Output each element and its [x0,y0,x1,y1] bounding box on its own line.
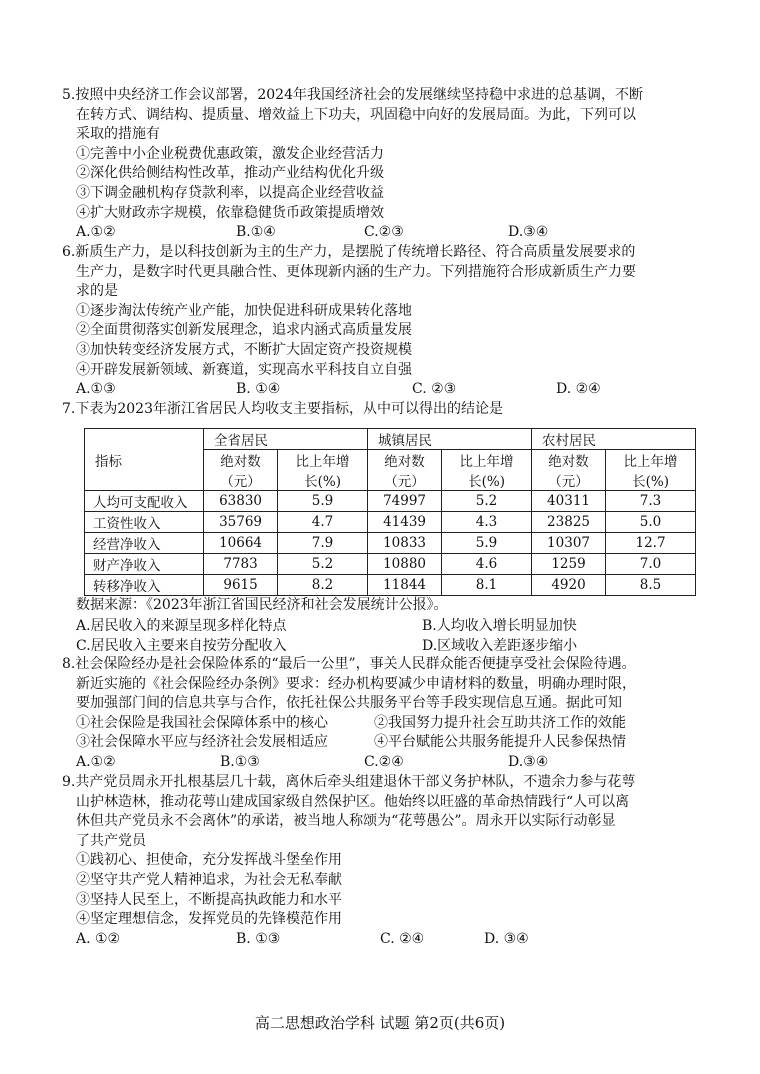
q8-items-row-2 [62,733,702,753]
row-label: 人均可支配收入 [85,491,204,512]
income-table [84,428,696,596]
page-footer: 高二思想政治学科 试题 第2页(共6页) [254,1014,506,1032]
q8-choice-d: D.③④ [508,753,549,770]
abs-unit: （元） [204,470,278,491]
table-row [85,575,696,596]
growth-header: 比上年增 [278,450,368,471]
q9-choice-b: B. ①③ [236,930,281,947]
growth-unit: 长(%) [606,470,696,491]
q5-stem-line-3: 采取的措施有 [76,126,160,143]
cell: 5.0 [606,512,696,533]
q8-stem-line-2: 新近实施的《社会保险经办条例》要求：经办机构要减少申请材料的数量，明确办理时限， [76,675,636,692]
cell: 7.0 [606,554,696,575]
q6-choices [62,380,702,400]
cell: 40311 [531,491,605,512]
q8-item-1: ①社会保险是我国社会保障体系中的核心 [76,714,328,731]
abs-header: 绝对数 [531,450,605,471]
q7-choice-d: D.区域收入差距逐步缩小 [422,638,578,654]
table-row [85,554,696,575]
q8-items-row-1 [62,714,702,734]
cell: 7.9 [278,533,368,554]
q6-item-2: ②全面贯彻落实创新发展理念，追求内涵式高质量发展 [76,322,412,339]
q7-choice-c: C.居民收入主要来自按劳分配收入 [76,638,287,654]
q6-item-3: ③加快转变经济发展方式，不断扩大固定资产投资规模 [76,341,412,358]
q6-choice-b: B. ①④ [236,381,281,398]
cell: 23825 [531,512,605,533]
q5-choice-d: D.③④ [508,224,549,241]
cell: 1259 [531,554,605,575]
q9-choice-c: C. ②④ [380,930,425,947]
q5-choice-b: B.①④ [236,224,276,241]
q9-stem-line-3: 休但共产党员永不会离休”的承诺，被当地人称颂为“花萼愚公”。周永开以实际行动彰显 [76,813,616,830]
row-label: 财产净收入 [85,554,204,575]
q8-item-2: ②我国努力提升社会互助共济工作的效能 [374,714,626,731]
q7-stem: 7.下表为2023年浙江省居民人均收支主要指标，从中可以得出的结论是 [62,401,503,417]
cell: 4.6 [442,554,532,575]
growth-header: 比上年增 [606,450,696,471]
cell: 4920 [531,575,605,596]
q6-item-4: ④开辟发展新领域、新赛道，实现高水平科技自立自强 [76,361,412,378]
cell: 10833 [367,533,441,554]
group-header-rural: 农村居民 [531,429,695,450]
q8-stem-line-1: 8.社会保险经办是社会保险体系的“最后一公里”，事关人民群众能否便捷享受社会保险待遇。 [62,656,636,672]
cell: 5.2 [442,491,532,512]
abs-header: 绝对数 [204,450,278,471]
cell: 8.2 [278,575,368,596]
q7-choice-b: B.人均收入增长明显加快 [422,618,577,634]
q6-stem-line-2: 生产力，是数字时代更具融合性、更体现新内涵的生产力。下列措施符合形成新质生产力要 [76,263,636,280]
cell: 41439 [367,512,441,533]
q9-item-3: ③坚持人民至上，不断提高执政能力和水平 [76,891,342,908]
table-row [85,512,696,533]
indicator-header: 指标 [85,429,204,491]
q6-choice-d: D. ②④ [556,381,601,398]
cell: 10307 [531,533,605,554]
row-label: 工资性收入 [85,512,204,533]
q5-item-1: ①完善中小企业税费优惠政策，激发企业经营活力 [76,145,384,162]
cell: 7.3 [606,491,696,512]
cell: 7783 [204,554,278,575]
q9-item-2: ②坚守共产党人精神追求，为社会无私奉献 [76,871,342,888]
question-6 [62,243,702,400]
question-9 [62,773,702,949]
q5-item-3: ③下调金融机构存贷款利率，以提高企业经营收益 [76,184,384,201]
q9-choices [62,930,702,950]
growth-header: 比上年增 [442,450,532,471]
cell: 12.7 [606,533,696,554]
cell: 4.3 [442,512,532,533]
cell: 4.7 [278,512,368,533]
abs-unit: （元） [367,470,441,491]
q9-choice-d: D. ③④ [484,930,529,947]
cell: 9615 [204,575,278,596]
cell: 8.5 [606,575,696,596]
table-row [85,491,696,512]
row-label: 转移净收入 [85,575,204,596]
q5-choice-a: A.①② [76,224,116,241]
cell: 10664 [204,533,278,554]
group-header-province: 全省居民 [204,429,368,450]
q5-stem-line-1: 5.按照中央经济工作会议部署，2024年我国经济社会的发展继续坚持稳中求进的总基调，不断 [62,87,643,103]
q9-item-4: ④坚定理想信念，发挥党员的先锋模范作用 [76,911,342,928]
q8-item-4: ④平台赋能公共服务能提升人民参保热情 [374,734,626,751]
q9-stem-line-4: 了共产党员 [76,832,146,849]
cell: 11844 [367,575,441,596]
growth-unit: 长(%) [442,470,532,491]
q6-stem-line-3: 求的是 [76,283,118,300]
question-8 [62,655,702,773]
cell: 5.2 [278,554,368,575]
question-5 [62,86,702,243]
q6-stem-line-1: 6.新质生产力，是以科技创新为主的生产力，是摆脱了传统增长路径、符合高质量发展要求的 [62,244,636,260]
table-row [85,533,696,554]
q5-choice-c: C.②③ [364,224,404,241]
cell: 63830 [204,491,278,512]
abs-unit: （元） [531,470,605,491]
table-source: 数据来源：《2023年浙江省国民经济和社会发展统计公报》。 [76,597,448,613]
cell: 5.9 [278,491,368,512]
q8-item-3: ③社会保障水平应与经济社会发展相适应 [76,734,328,751]
q8-choice-b: B.①③ [220,753,260,770]
q6-item-1: ①逐步淘汰传统产业产能，加快促进科研成果转化落地 [76,302,412,319]
q9-stem-line-1: 9.共产党员周永开扎根基层几十载，离休后牵头组建退休干部义务护林队，不遗余力参与花萼 [62,774,636,790]
q6-choice-a: A.①③ [76,381,116,398]
cell: 5.9 [442,533,532,554]
cell: 8.1 [442,575,532,596]
q8-stem-line-3: 要加强部门间的信息共享与合作，依托社保公共服务平台等手段实现信息互通。据此可知 [76,695,622,712]
q6-choice-c: C. ②③ [412,381,457,398]
q8-choice-c: C.②④ [364,753,404,770]
abs-header: 绝对数 [367,450,441,471]
q7-choice-a: A.居民收入的来源呈现多样化特点 [76,618,287,634]
q8-choice-a: A.①② [76,753,116,770]
growth-unit: 长(%) [278,470,368,491]
q9-choice-a: A. ①② [76,930,121,947]
q9-stem-line-2: 山护林造林，推动花萼山建成国家级自然保护区。他始终以旺盛的革命热情践行“人可以离 [76,793,630,810]
q5-stem-line-2: 在转方式、调结构、提质量、增效益上下功夫，巩固稳中向好的发展局面。为此，下列可以 [76,106,636,123]
q8-choices [62,753,702,773]
group-header-urban: 城镇居民 [367,429,531,450]
q5-item-4: ④扩大财政赤字规模，依靠稳健货币政策提质增效 [76,204,384,221]
cell: 10880 [367,554,441,575]
q5-choices [62,223,702,243]
q5-item-2: ②深化供给侧结构性改革，推动产业结构优化升级 [76,165,384,182]
table-header-row-1 [85,429,696,450]
question-7 [62,400,702,420]
row-label: 经营净收入 [85,533,204,554]
cell: 35769 [204,512,278,533]
cell: 74997 [367,491,441,512]
q9-item-1: ①践初心、担使命，充分发挥战斗堡垒作用 [76,852,342,869]
